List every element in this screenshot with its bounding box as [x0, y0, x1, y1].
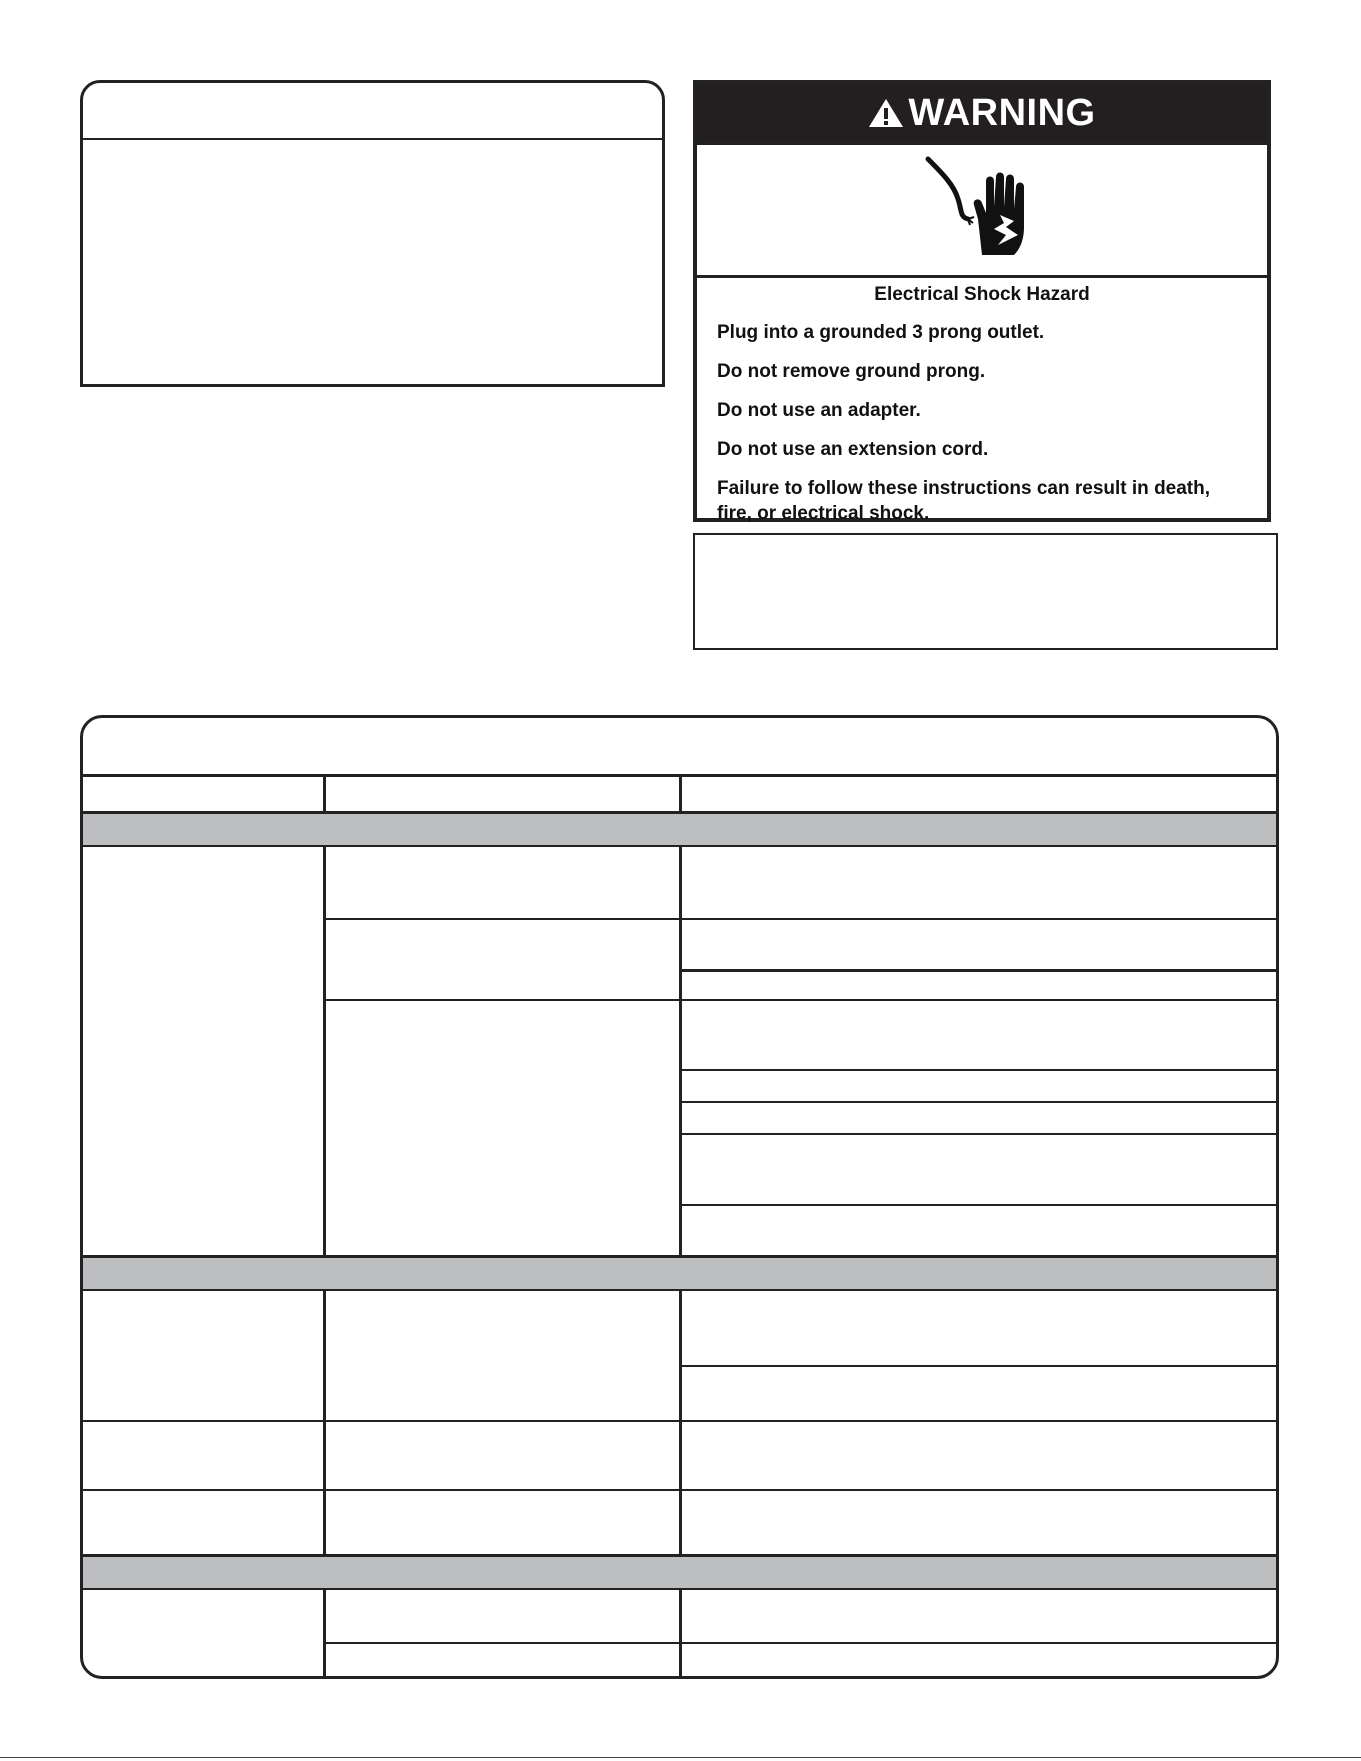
- hazard-title: Electrical Shock Hazard: [874, 284, 1090, 305]
- info-box: [80, 80, 665, 387]
- column-divider: [323, 774, 326, 811]
- column-divider: [679, 1291, 682, 1554]
- row-divider: [323, 1642, 1276, 1644]
- column-divider: [679, 1590, 682, 1679]
- warning-line: Do not remove ground prong.: [717, 361, 986, 382]
- hazard-icon-panel: [697, 142, 1267, 278]
- warning-header: [697, 84, 1267, 142]
- column-divider: [323, 1291, 326, 1554]
- row-divider: [323, 999, 1276, 1001]
- warning-line: Plug into a grounded 3 prong outlet.: [717, 322, 1045, 343]
- column-divider: [679, 847, 682, 1255]
- row-divider: [679, 1101, 1276, 1103]
- table-section-band: [83, 1554, 1276, 1590]
- row-divider: [323, 918, 1276, 920]
- warning-text: [717, 284, 1247, 540]
- warning-line: Do not use an adapter.: [717, 400, 921, 421]
- row-divider: [83, 1420, 1276, 1422]
- row-divider: [83, 1489, 1276, 1491]
- table-section-band: [83, 1255, 1276, 1291]
- alert-triangle-icon: [868, 97, 904, 129]
- footer-rule: [0, 1757, 1361, 1758]
- row-divider: [679, 1204, 1276, 1206]
- troubleshooting-table: [80, 715, 1279, 1679]
- warning-box: [693, 80, 1271, 522]
- warning-line: Failure to follow these instructions can result in death, fire, or electrical shock.: [717, 478, 1211, 524]
- electrical-shock-hand-icon: [924, 155, 1044, 265]
- table-section-band: [83, 811, 1276, 847]
- info-box-header-divider: [83, 138, 662, 140]
- row-divider: [679, 1133, 1276, 1135]
- column-divider: [323, 1590, 326, 1679]
- row-divider: [679, 1365, 1276, 1367]
- note-box: [693, 533, 1278, 650]
- column-divider: [323, 847, 326, 1255]
- warning-header-label: WARNING: [908, 91, 1096, 134]
- row-divider: [679, 1069, 1276, 1071]
- row-divider: [679, 969, 1276, 972]
- column-divider: [679, 774, 682, 811]
- warning-line: Do not use an extension cord.: [717, 439, 989, 460]
